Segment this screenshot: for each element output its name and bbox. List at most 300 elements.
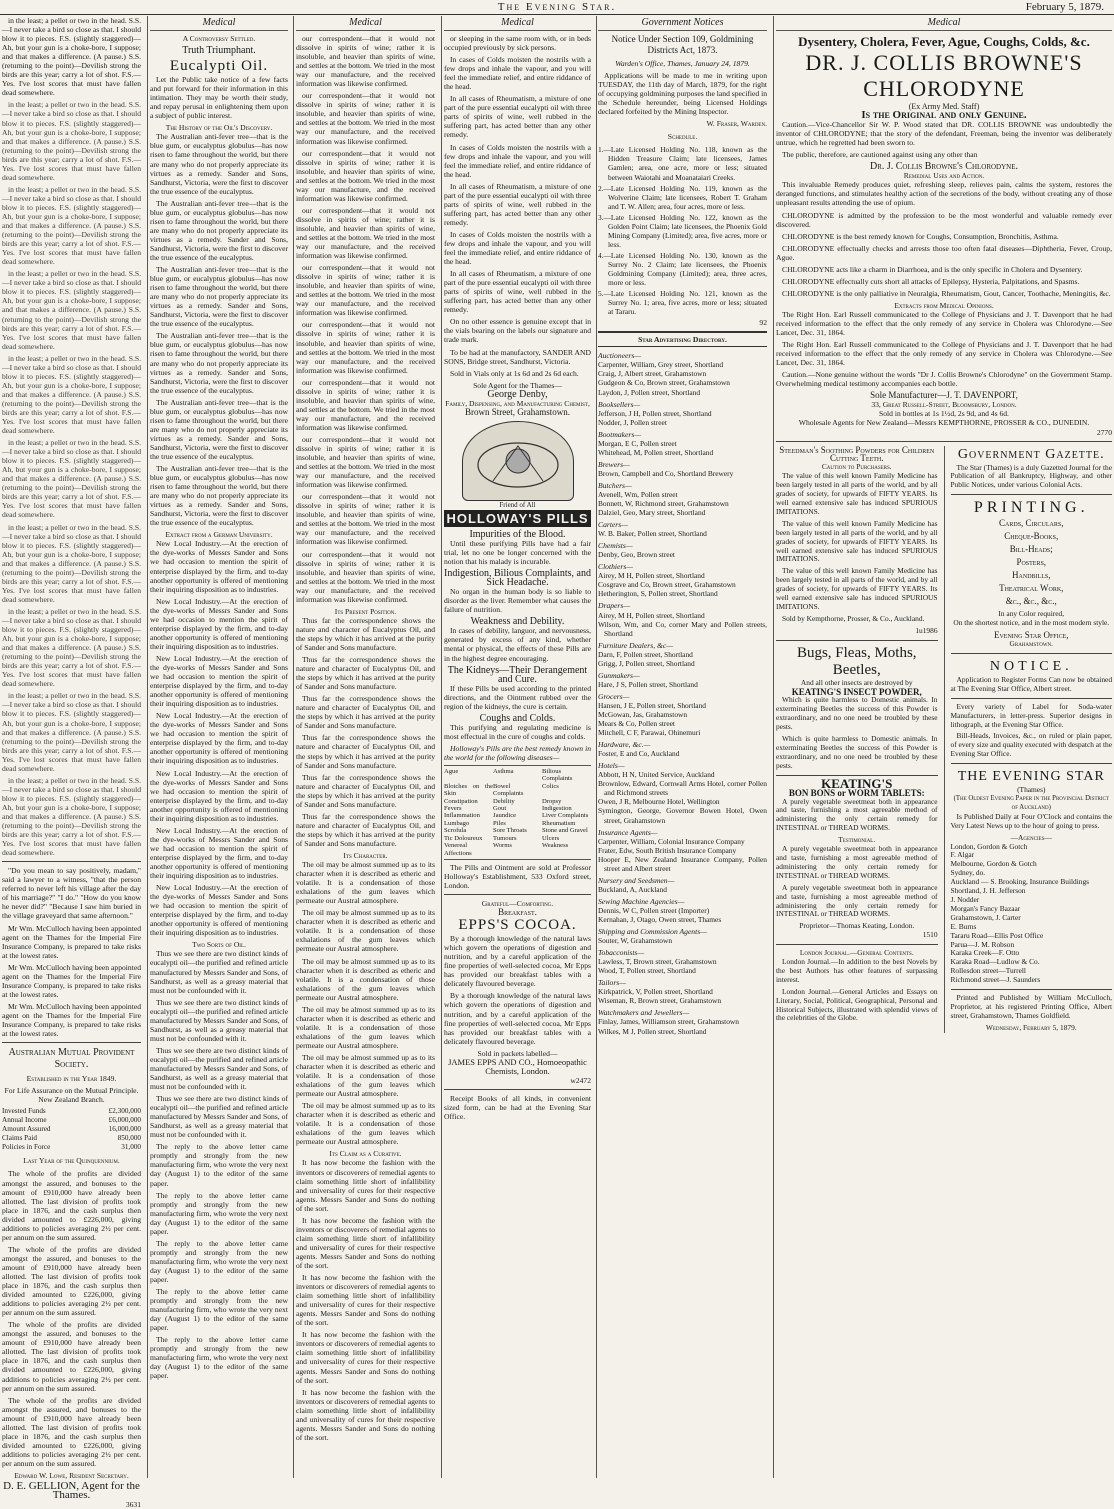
agency-item: Shortland, J. H. Jefferson: [950, 886, 1026, 896]
advertising-directory: [598, 351, 767, 1035]
directory-entry: Grigg, J, Pollen street, Shortland: [598, 658, 695, 668]
history-body: The Australian anti-fever tree—that is the blue gum, or eucalyptus globulus—has now risen to fame throughout the world, but there are many who do not properly appreciate its virtues as a remedy. Sander and Sons, Sandhurst, Victoria, were the first to discover the true essence of the eucalyptus.: [150, 132, 288, 196]
disease-item: Piles: [493, 819, 506, 827]
character-body: The oil may be almost summed up as to its character when it is described as etheric and volatile. It is a condensation of those exhalations of the gum leaves which permeate our Austral atmosphere.: [296, 1101, 435, 1147]
directory-entry: Darn, F, Pollen street, Shortland: [598, 649, 693, 659]
amp-agent: D. E. GELLION, Agent for the Thames.: [3, 1480, 140, 1502]
directory-category: Clothiers—: [598, 562, 634, 572]
keating-title: KEATING'S: [821, 775, 893, 791]
holloway-banner: HOLLOWAY'S PILLS: [444, 510, 591, 527]
masthead: [0, 0, 1114, 15]
disease-item: Indigestion: [542, 805, 572, 813]
directory-entry: Wood, T, Pollen street, Shortland: [598, 966, 696, 976]
holloway-heading: Indigestion, Bilious Complaints, and Sick Headache.: [444, 568, 591, 589]
usage-body: In all cases of Rheumatism, a mixture of one part of the pure essential eucalypti oil with three parts of spirits of wine, well rubbed in the suffering part, has acted better than any other remedy.: [444, 269, 591, 315]
chlorodyne-caution: Caution.—Vice-Chancellor Sir W. P. Wood stated that DR. COLLIS BROWNE was undoubtedly the inventor of CHLORODYNE; that the story of the defendant, Freeman, being the inventor was deliberately untrue, which he regretted had been sworn to.: [776, 120, 1112, 148]
two-sorts-body: Thus we see there are two distinct kinds of eucalypti oil—the purified and refined article manufactured by Messrs Sander and Sons, of Sandhurst, as well as a greasy material that must not be confounded with it.: [150, 1045, 288, 1092]
dialogue-paragraph: in the least; a pellet or two in the head. S.S.—I never take a bird so close as that. I should blow it to pieces. F.S. (slightly staggered)—Ah, but your gun is a choke-bore, I suppose; and that makes a difference. (A pause.) S.S. (returning to the point)—Devilish strong the birds are this year; carry a lot of shot. F.S.—Yes. I've lost scores that must have fallen dead somewhere.: [2, 606, 141, 689]
directory-entry: Abbott, H N, United Service, Auckland: [598, 770, 715, 780]
character-body: The oil may be almost summed up as to its character when it is described as etheric and volatile. It is a condensation of those exhalations of the gum leaves which permeate our Austral atmosphere.: [296, 1052, 435, 1099]
column-rule: [441, 16, 442, 1478]
directory-entry: Finlay, James, Williamson street, Grahamstown: [598, 1017, 739, 1027]
german-body: New Local Industry.—At the erection of the dye-works of Messrs Sander and Sons we had occasion to mention the spirit of enterprise displayed by the firm, and to-day another opportunity is offered of mentioning their inquiring disposition as to industries.: [150, 596, 288, 651]
directory-entry: Brown, Campbell and Co, Shortland Brewery: [598, 468, 734, 478]
directory-entry: Hare, J S, Pollen street, Shortland: [598, 679, 698, 689]
epps-body: By a thorough knowledge of the natural laws which govern the operations of digestion and nutrition, and by a careful application of the fine properties of well-selected cocoa, Mr Epps has provided our breakfast tables with a delicately flavoured beverage.: [444, 934, 591, 989]
column-rule: [293, 16, 294, 1478]
uses-item: CHLORODYNE is admitted by the profession to be the most wonderful and valuable remedy ever discovered.: [776, 210, 1112, 229]
column-1: [2, 16, 144, 1509]
uses-item: CHLORODYNE acts like a charm in Diarrhoea, and is the only specific in Cholera and Dysentery.: [782, 264, 1083, 274]
keating-sub: BON BONS or WORM TABLETS:: [788, 787, 925, 798]
directory-entry: Carpenter, William, Grey street, Shortland: [598, 360, 724, 370]
insurance-notice: Mr Wm. McCulloch having been appointed agent on the Thames for the Imperial Fire Insurance Company, is prepared to take risks at the lowest rates.: [2, 1001, 141, 1039]
uses-heading: Remedial Uses and Action.: [903, 171, 985, 181]
agency-item: F. Algar: [950, 850, 975, 860]
position-body: Thus far the correspondence shows the nature and character of Eucalyptus Oil, and the steps by which it has arrived at the purity of Sander and Sons manufacture.: [296, 655, 435, 692]
eucalypti-body: our correspondent—that it would not dissolve in spirits of wine; rather it is insoluble, and heavier than spirits of wine, and settles at the bottom. We tried in the most way our manufacture, and the received information was likewise confirmed.: [296, 377, 435, 432]
directory-category: Auctioneers—: [598, 351, 642, 361]
agency-item: Rollesdon street—Turrell: [950, 966, 1026, 976]
keating-testimonial: Testimonial.: [838, 835, 876, 845]
sold-at: To be had at the manufactory, SANDER AND SONS, Bridge street, Sandhurst, Victoria.: [444, 347, 591, 366]
eucalypti-body: our correspondent—that it would not dissolve in spirits of wine; rather it is insoluble, and heavier than spirits of wine, and settles at the bottom. We tried in the most way our manufacture, and the received information was likewise confirmed.: [296, 263, 435, 318]
holloway-footer: The Pills and Ointment are sold at Professor Holloway's Establishment, 533 Oxford street, London.: [444, 862, 591, 891]
german-body: New Local Industry.—At the erection of the dye-works of Messrs Sander and Sons we had occasion to mention the spirit of enterprise displayed by the firm, and to-day another opportunity is offered of mentioning their inquiring disposition as to industries.: [150, 825, 288, 881]
wholesale-agents: Wholesale Agents for New Zealand—Messrs KEMPTHORNE, PROSSER & CO., DUNEDIN.: [798, 418, 1090, 428]
directory-entry: Whitehead, M, Pollen street, Shortland: [598, 447, 714, 457]
disease-item: Debility: [493, 797, 515, 805]
directory-category: Grocers—: [598, 691, 630, 701]
claim-body: It has now become the fashion with the inventors or discoverers of remedial agents to claim something little short of infallibility and universality of cures for their respective agents. Messrs Sander and Sons do nothing of the sort.: [296, 1273, 435, 1328]
uses-item: CHLORODYNE is the only palliative in Neuralgia, Rheumatism, Gout, Cancer, Toothache, Meningitis, &c.: [782, 288, 1111, 298]
holloway-body: This purifying and regulating medicine is most effectual in the cure of coughs and colds.: [444, 722, 591, 741]
billheads-notice: Bill-Heads, Invoices, &c., on ruled or plain paper, of every size and quality executed with despatch at the Evening Star Office.: [950, 731, 1113, 759]
disease-item: Tumours: [493, 834, 517, 842]
section-header-government: Government Notices: [598, 16, 767, 31]
agency-item: London, Gordon & Gotch: [950, 841, 1028, 851]
directory-entry: Wilkes, M J, Pollen street, Shortland: [598, 1026, 707, 1036]
printing-heading: PRINTING.: [973, 499, 1089, 517]
insurance-notice: Mr Wm. McCulloch having been appointed agent on the Thames for the Imperial Fire Insurance Company, is prepared to take risks at the lowest rates.: [2, 923, 141, 960]
column-3: [296, 16, 438, 1478]
position-body: Thus far the correspondence shows the nature and character of Eucalyptus Oil, and the steps by which it has arrived at the purity of Sander and Sons manufacture.: [296, 772, 435, 809]
holloway-heading: The Kidneys—Their Derangement and Cure.: [447, 664, 588, 685]
disease-item: Lumbago: [444, 819, 470, 827]
directory-entry: Morgan, E C, Pollen street: [598, 438, 677, 448]
disease-table-heading: Holloway's Pills are the best remedy known in the world for the following diseases—: [444, 743, 591, 762]
directory-category: Hardware, &c.—: [598, 740, 651, 750]
agent-address: Brown Street, Grahamstown.: [465, 406, 570, 417]
two-sorts-body: Thus we see there are two distinct kinds of eucalypti oil—the purified and refined article manufactured by Messrs Sander and Sons, of Sandhurst, as well as a greasy material that must not be confounded with it.: [150, 949, 288, 995]
directory-entry: Buckland, A, Auckland: [598, 884, 667, 894]
directory-entry: Jefferson, J H, Pollen street, Shortland: [598, 408, 712, 418]
dialogue-paragraph: in the least; a pellet or two in the head. S.S.—I never take a bird so close as that. I should blow it to pieces. F.S. (slightly staggered)—Ah, but your gun is a choke-bore, I suppose; and that makes a difference. (A pause.) S.S. (returning to the point)—Devilish strong the birds are this year; carry a lot of shot. F.S.—Yes. I've lost scores that must have fallen dead somewhere.: [2, 691, 141, 773]
amp-row-label: Amount Assured: [2, 1125, 51, 1134]
amp-row-label: Claims Paid: [2, 1134, 37, 1143]
disease-item: Stone and Gravel: [542, 827, 588, 835]
agent-trade: Family, Dispensing, and Manufacturing Chemist,: [445, 398, 590, 408]
german-body: New Local Industry.—At the erection of the dye-works of Messrs Sander and Sons we had occasion to mention the spirit of enterprise displayed by the firm, and to-day another opportunity is offered of mentioning their inquiring disposition as to industries.: [150, 653, 288, 709]
steedman-body: The value of this well known Family Medicine has been largely tested in all parts of the world, and by all grades of society, for upwards of FIFTY YEARS. Its well earned extensive sale has induced SPURIOUS IMITATIONS.: [776, 471, 938, 516]
bugs-body: Which is quite harmless to Domestic animals. In exterminating Beetles the success of this Powder is extraordinary, and no one need be troubled by these pests.: [776, 695, 938, 732]
directory-entry: Foster, E and Co, Auckland: [598, 749, 680, 759]
two-sorts-body: Thus we see there are two distinct kinds of eucalypti oil—the purified and refined article manufactured by Messrs Sander and Sons, of Sandhurst, as well as a greasy material that must not be confounded with it.: [150, 997, 288, 1043]
chlorodyne-code: 2770: [1096, 427, 1112, 437]
chlorodyne-title: DR. J. COLLIS BROWNE'S CHLORODYNE: [805, 50, 1083, 101]
directory-entry: Symington, George, Governor Bowen Hotel, Owen street, Grahamstown: [598, 806, 767, 825]
column-4: [444, 16, 594, 1478]
directory-entry: McGowan, Jas, Grahamstown: [598, 710, 688, 719]
printing-office: Evening Star Office,: [993, 630, 1069, 641]
directory-heading: Star Advertising Directory.: [598, 331, 767, 347]
grateful-heading: Grateful—Comforting.: [481, 899, 554, 909]
directory-entry: Lawless, T, Brown street, Grahamstown: [598, 957, 717, 967]
agency-item: Melbourne, Gordon & Gotch: [950, 859, 1037, 869]
printing-item: Cheque-Books,: [1004, 531, 1059, 542]
holloway-body: If these Pills be used according to the printed directions, and the Ointment rubbed over the region of the kidneys, the cure is certain.: [444, 683, 591, 711]
lower-two-columns: [776, 446, 1112, 1033]
eucalypti-title-2: Eucalypti Oil.: [169, 58, 269, 75]
directory-entry: Denby, Geo, Brown street: [598, 550, 675, 560]
schedule-item: 4.—Late Licensed Holding No. 130, known as the Surrey No. 2 Claim; late licensees, the Phoenix Goldmining Company (Limited); area, three acres, more or less.: [598, 250, 767, 288]
agent-name: George Denby,: [487, 388, 548, 400]
schedule-item: 1.—Late Licensed Holding No. 118, known as the Hidden Treasure Claim; late licensees, James Gamlen; area, one acre, more or less; situated between Waiotahi and Moanataiari Creeks.: [598, 145, 767, 182]
directory-entry: Gudgeon & Co, Brown street, Grahamstown: [598, 378, 730, 388]
holloway-heading: Impurities of the Blood.: [469, 528, 566, 540]
star-title: THE EVENING STAR: [957, 769, 1105, 785]
keating-code: 1510: [922, 930, 938, 940]
emblem-motto: Friend of All: [499, 500, 536, 509]
directory-category: Shipping and Commission Agents—: [598, 927, 707, 937]
uses-item: CHLORODYNE effectually cuts short all attacks of Epilepsy, Hysteria, Palpitations, and Spasms.: [782, 276, 1080, 286]
gov-gazette-heading: Government Gazette.: [957, 446, 1105, 462]
disease-item: Colics: [542, 782, 559, 790]
keating-proprietor: Proprietor—Thomas Keating, London.: [799, 921, 915, 931]
epps-code: w2472: [570, 1075, 591, 1085]
usage-body: In cases of Colds moisten the nostrils with a few drops and inhale the vapour, and you will feel the immediate relief, and entire riddance of the head.: [444, 229, 591, 267]
uses-item: CHLORODYNE is the best remedy known for Coughs, Consumption, Bronchitis, Asthma.: [782, 231, 1059, 241]
eucalypti-body: our correspondent—that it would not dissolve in spirits of wine; rather it is insoluble, and heavier than spirits of wine, and settles at the bottom. We tried in the most way our manufacture, and the received information was likewise confirmed.: [296, 320, 435, 375]
eucalypti-body: our correspondent—that it would not dissolve in spirits of wine; rather it is insoluble, and heavier than spirits of wine, and settles at the bottom. We tried in the most way our manufacture, and the received information was likewise confirmed.: [296, 549, 435, 604]
history-body: The Australian anti-fever tree—that is the blue gum, or eucalyptus globulus—has now risen to fame throughout the world, but there are many who do not properly appreciate its virtues as a remedy. Sander and Sons, Sandhurst, Victoria, were the first to discover the true essence of the eucalyptus.: [150, 198, 288, 262]
price: Sold in Vials only at 1s 6d and 2s 6d each.: [450, 368, 579, 378]
german-body: New Local Industry.—At the erection of the dye-works of Messrs Sander and Sons we had occasion to mention the spirit of enterprise displayed by the firm, and to-day another opportunity is offered of mentioning their inquiring disposition as to industries.: [150, 768, 288, 823]
printing-notice: On the shortest notice, and in the most modern style.: [953, 618, 1110, 628]
directory-entry: Avenell, Wm, Pollen street: [598, 489, 678, 499]
keating-body: A purely vegetable sweetmeat both in appearance and taste, furnishing a most agreeable method of administering the only certain remedy for INTESTINAL or THREAD WORMS.: [776, 796, 938, 833]
dialogue-paragraph: in the least; a pellet or two in the head. S.S.—I never take a bird so close as that. I should blow it to pieces. F.S. (slightly staggered)—Ah, but your gun is a choke-bore, I suppose; and that makes a difference. (A pause.) S.S. (returning to the point)—Devilish strong the birds are this year; carry a lot of shot. F.S.—Yes. I've lost scores that must have fallen dead somewhere.: [2, 269, 141, 351]
star-oldest: (The Oldest Evening Paper in the Provincial District of Auckland): [953, 795, 1109, 811]
holloway-body: Until these purifying Pills have had a fair trial, let no one be longer concerned with the notion that his malady is incurable.: [444, 538, 591, 567]
printed-date: Wednesday, February 5, 1879.: [985, 1022, 1077, 1032]
agency-item: Richmond street—J. Saunders: [950, 975, 1041, 985]
german-body: New Local Industry.—At the erection of the dye-works of Messrs Sander and Sons we had occasion to mention the spirit of enterprise displayed by the firm, and to-day another opportunity is offered of mentioning their inquiring disposition as to industries.: [150, 539, 288, 594]
column-rule: [773, 16, 774, 1478]
sole-manufacturer: Sole Manufacturer—J. T. DAVENPORT,: [870, 390, 1018, 401]
agency-item: Karaka Road—Ludlow & Co.: [950, 957, 1040, 967]
directory-entry: Dalziel, Geo, Mary street, Shortland: [598, 508, 706, 518]
amp-established: Established in the Year 1849.: [26, 1074, 117, 1084]
extracts-heading: Extracts from Medical Opinions.: [894, 300, 994, 310]
directory-entry: Hetherington, S, Pollen street, Shortland: [598, 589, 718, 599]
uses-item: CHLORODYNE effectually checks and arrests those too often fatal diseases—Diphtheria, Fever, Croup, Ague.: [776, 243, 1112, 262]
column-5: [598, 16, 770, 1478]
claim-heading: Its Claim as a Curative.: [329, 1149, 402, 1159]
directory-entry: Dennis, W C, Pollen street (Importer): [598, 905, 710, 915]
lawyer-anecdote: "Do you mean to say positively, madam," said a lawyer to a witness, "that the person referred to never left his village after the day of his marriage?" "I do." "How do you know he never did?" "Because I saw him buried in the village graveyard that same afternoon.": [2, 866, 141, 921]
directory-entry: Mears & Co, Pollen street: [598, 719, 675, 729]
star-sub: (Thames): [1017, 785, 1046, 795]
amp-branch: For Life Assurance on the Mutual Principle. New Zealand Branch.: [4, 1086, 139, 1105]
directory-category: Drapers—: [598, 601, 631, 611]
amp-table: [2, 1107, 141, 1152]
directory-entry: Frater, Edw, South British Insurance Company: [598, 845, 737, 855]
printing-item: Bill-Heads;: [1009, 544, 1053, 555]
character-body: The oil may be almost summed up as to its character when it is described as etheric and volatile. It is a condensation of those exhalations of the gum leaves which permeate our Austral atmosphere.: [296, 1004, 435, 1050]
dialogue-paragraph: in the least; a pellet or two in the head. S.S.—I never take a bird so close as that. I should blow it to pieces. F.S. (slightly staggered)—Ah, but your gun is a choke-bore, I suppose; and that makes a difference. (A pause.) S.S. (returning to the point)—Devilish strong the birds are this year; carry a lot of shot. F.S.—Yes. I've lost scores that must have fallen dead somewhere.: [2, 353, 141, 436]
agency-item: E. Burns: [950, 921, 977, 931]
directory-category: Hotels—: [598, 761, 625, 771]
directory-entry: Laydon, J, Pollen street, Shortland: [598, 387, 701, 397]
amp-row-value: 850,000: [117, 1134, 141, 1143]
amp-title: Australian Mutual Provident Society.: [8, 1047, 135, 1071]
amp-row-label: Invested Funds: [2, 1107, 46, 1116]
epps-body: By a thorough knowledge of the natural laws which govern the operations of digestion and nutrition, and by a careful application of the fine properties of well-selected cocoa, Mr Epps has provided our breakfast tables with a delicately flavoured beverage.: [444, 991, 591, 1046]
dialogue-paragraph: in the least; a pellet or two in the head. S.S.—I never take a bird so close as that. I should blow it to pieces. F.S. (slightly staggered)—Ah, but your gun is a choke-bore, I suppose; and that makes a difference. (A pause.) S.S. (returning to the point)—Devilish strong the birds are this year; carry a lot of shot. F.S.—Yes. I've lost scores that must have fallen dead somewhere.: [2, 438, 141, 520]
holloway-heading: Weakness and Debility.: [470, 616, 565, 628]
epps-sold: Sold in packets labelled—: [477, 1048, 558, 1058]
amp-row-value: £2,300,000: [108, 1107, 141, 1116]
character-body: The oil may be almost summed up as to its character when it is described as etheric and volatile. It is a condensation of those exhalations of the gum leaves which permeate our Austral atmosphere.: [296, 956, 435, 1002]
printing-town: Grahamstown.: [1009, 638, 1053, 648]
directory-entry: Brownlow, Edward, Cornwall Arms Hotel, corner Pollen and Richmond streets: [598, 779, 767, 798]
dialogue-paragraph: in the least; a pellet or two in the head. S.S.—I never take a bird so close as that. I should blow it to pieces. F.S. (slightly staggered)—Ah, but your gun is a choke-bore, I suppose; and that makes a difference. (A pause.) S.S. (returning to the point)—Devilish strong the birds are this year; carry a lot of shot. F.S.—Yes. I've lost scores that must have fallen dead somewhere.: [2, 16, 141, 98]
disease-item: Bowel Complaints: [493, 782, 524, 798]
eucalypti-kicker: A Controversy Settled.: [182, 34, 256, 43]
disease-item: Blotches on the Skin: [444, 782, 493, 798]
claim-body: It has now become the fashion with the inventors or discoverers of remedial agents to claim something little short of infallibility and universality of cures for their respective agents. Messrs Sander and Sons do nothing of the sort.: [296, 1387, 435, 1442]
amp-row-value: 16,000,000: [108, 1125, 141, 1134]
directory-entry: Wilson, Wm, and Co, corner Mary and Pollen streets, Shortland: [598, 619, 767, 638]
disease-item: Inflammation: [444, 812, 480, 820]
directory-category: Insurance Agents—: [598, 827, 658, 837]
dialogue-paragraph: in the least; a pellet or two in the head. S.S.—I never take a bird so close as that. I should blow it to pieces. F.S. (slightly staggered)—Ah, but your gun is a choke-bore, I suppose; and that makes a difference. (A pause.) S.S. (returning to the point)—Devilish strong the birds are this year; carry a lot of shot. F.S.—Yes. I've lost scores that must have fallen dead somewhere.: [2, 522, 141, 604]
schedule-item: 5.—Late Licensed Holding No. 121, known as the Surrey No. 1; area, five acres, more or less; situated at Tararu.: [598, 289, 767, 317]
directory-entry: Airey, M H, Pollen street, Shortland: [598, 610, 705, 620]
printing-color: In any Color required,: [998, 609, 1065, 619]
agent-intro: Sole Agent for the Thames—: [473, 380, 562, 390]
disease-item: Rheumatism: [542, 819, 576, 827]
agency-item: Auckland — S. Brooking, Insurance Buildings: [950, 877, 1090, 887]
epps-title: EPPS'S COCOA.: [458, 917, 577, 934]
column-rule: [147, 16, 148, 1478]
steedman-code: 1u1986: [915, 625, 938, 635]
directory-category: Sewing Machine Agencies—: [598, 896, 685, 906]
keating-body: A purely vegetable sweetmeat both in appearance and taste, furnishing a most agreeable method of administering the only certain remedy for INTESTINAL or THREAD WORMS.: [776, 882, 938, 919]
steedman-sold: Sold by Kempthorne, Prosser, & Co., Auckland.: [782, 613, 925, 623]
chlorodyne-public: The public, therefore, are cautioned against using any other than: [782, 150, 978, 160]
amp-body: The whole of the profits are divided amongst the assured, and bonuses to the amount of £910,000 have already been allotted. The last division of profits took place in 1876, and the cash surplus then divided amounted to £226,000, giving additions to policies averaging 2½ per cent. per annum on the sum assured.: [2, 1169, 141, 1242]
character-body: The oil may be almost summed up as to its character when it is described as etheric and volatile. It is a condensation of those exhalations of the gum leaves which permeate our Austral atmosphere.: [296, 860, 435, 906]
disease-item: Bilious Complaints: [542, 768, 573, 783]
newspaper-title: The Evening Star.: [497, 1, 617, 13]
disease-item: Ulcers: [542, 834, 560, 842]
amp-code: 3631: [125, 1500, 141, 1509]
london-heading: London Journal.—General Contents.: [799, 948, 914, 958]
disease-item: Constipation: [444, 797, 478, 805]
chlorodyne-name: Dr. J. Collis Browne's Chlorodyne.: [869, 161, 1019, 173]
amp-row-label: Annual Income: [2, 1116, 47, 1125]
lower-left: [776, 446, 938, 1033]
steedman-body: The value of this well known Family Medicine has been largely tested in all parts of the world, and by all grades of society, for upwards of FIFTY YEARS. Its well earned extensive sale has induced SPURIOUS IMITATIONS.: [776, 518, 938, 564]
chlorodyne-kicker: Dysentery, Cholera, Fever, Ague, Coughs, Colds, &c.: [798, 34, 1090, 49]
holloway-body: No organ in the human body is so liable to disorder as the liver. Remember what causes the failure of nutrition.: [444, 587, 591, 615]
receipt-books: Receipt Books of all kinds, in convenient sized form, can be had at the Evening Star Office.: [444, 1093, 591, 1121]
usage-body: In cases of Colds moisten the nostrils with a few drops and inhale the vapour, and you will feel the immediate relief, and entire riddance of the head.: [444, 55, 591, 92]
directory-category: Butchers—: [598, 480, 632, 490]
section-header-medical: Medical: [296, 16, 435, 31]
claim-body: It has now become the fashion with the inventors or discoverers of remedial agents to claim something little short of infallibility and universality of cures for their respective agents. Messrs Sander and Sons do nothing of the sort.: [296, 1215, 435, 1270]
agency-item: Grahamstown, J. Carter: [950, 912, 1021, 922]
directory-category: Brewers—: [598, 459, 630, 469]
directory-category: Watchmakers and Jewellers—: [598, 1008, 690, 1018]
amp-body: The whole of the profits are divided amongst the assured, and bonuses to the amount of £910,000 have already been allotted. The last division of profits took place in 1876, and the cash surplus then divided amounted to £226,000, giving additions to policies averaging 2½ per cent. per annum on the sum assured.: [2, 1320, 141, 1393]
schedule-heading: Schedule.: [667, 132, 698, 142]
directory-category: Tailors—: [598, 978, 627, 988]
eucalypti-body: our correspondent—that it would not dissolve in spirits of wine; rather it is insoluble, and heavier than spirits of wine, and settles at the bottom. We tried in the most way our manufacture, and the received information was likewise confirmed.: [296, 91, 435, 146]
amp-body: The whole of the profits are divided amongst the assured, and bonuses to the amount of £910,000 have already been allotted. The last division of profits took place in 1876, and the cash surplus then divided amounted to £226,000, giving additions to policies averaging 2½ per cent. per annum on the sum assured.: [2, 1395, 141, 1468]
eucalypti-body: our correspondent—that it would not dissolve in spirits of wine; rather it is insoluble, and heavier than spirits of wine, and settles at the bottom. We tried in the most way our manufacture, and the received information was likewise confirmed.: [296, 34, 435, 89]
agency-item: Parua—J. M. Robson: [950, 939, 1015, 949]
disease-item: Jaundice: [493, 812, 517, 820]
bugs-sub: And all other insects are destroyed by: [800, 677, 913, 687]
steedman-title: Steedman's Soothing Powders for Children Cutting Teeth.: [779, 444, 935, 464]
dialogue-paragraph: in the least; a pellet or two in the head. S.S.—I never take a bird so close as that. I should blow it to pieces. F.S. (slightly staggered)—Ah, but your gun is a choke-bore, I suppose; and that makes a difference. (A pause.) S.S. (returning to the point)—Devilish strong the birds are this year; carry a lot of shot. F.S.—Yes. I've lost scores that must have fallen dead somewhere.: [2, 775, 141, 858]
notice-signed: W. Fraser, Warden.: [706, 119, 767, 129]
sole-address: 33, Great Russell-Street, Bloomsbury, London.: [871, 400, 1017, 410]
star-published: Is Published Daily at Four O'Clock and contains the Very Latest News up to the hour of going to press.: [950, 811, 1113, 830]
directory-entry: Carpenter, William, Colonial Insurance Company: [598, 836, 745, 846]
chlorodyne-army: (Ex Army Med. Staff): [908, 102, 980, 111]
character-body: The oil may be almost summed up as to its character when it is described as etheric and volatile. It is a condensation of those exhalations of the gum leaves which permeate our Austral atmosphere.: [296, 908, 435, 954]
agency-item: Tararu Road—Ellis Post Office: [950, 930, 1044, 940]
position-body: Thus far the correspondence shows the nature and character of Eucalyptus Oil, and the steps by which it has arrived at the purity of Sander and Sons manufacture.: [296, 811, 435, 848]
column-2: [150, 16, 291, 1478]
column-rule: [596, 16, 597, 1478]
letter-body: The reply to the above letter came promptly and strongly from the new manufacturing firm, who wrote the very next day (August 1) to the editor of the same paper.: [150, 1335, 288, 1381]
keating-body: A purely vegetable sweetmeat both in appearance and taste, furnishing a most agreeable method of administering the only certain remedy for INTESTINAL or THREAD WORMS.: [776, 844, 938, 880]
directory-entry: Hansen, J E, Pollen street, Shortland: [598, 700, 706, 710]
history-body: The Australian anti-fever tree—that is the blue gum, or eucalyptus globulus—has now risen to fame throughout the world, but there are many who do not properly appreciate its virtues as a remedy. Sander and Sons, Sandhurst, Victoria, were the first to discover the true essence of the eucalyptus.: [150, 331, 288, 395]
directory-entry: W. B. Baker, Pollen street, Shortland: [598, 529, 707, 539]
schedule-item: 3.—Late Licensed Holding No. 122, known as the Golden Point Claim; late licensees, the Phoenix Gold Mining Company (Limited); area, five acres, more or less.: [598, 212, 767, 249]
directory-entry: Craig, J, Albert street, Grahamstown: [598, 369, 707, 379]
claim-body: It has now become the fashion with the inventors or discoverers of remedial agents to claim something little short of infallibility and universality of cures for their respective agents. Messrs Sander and Sons do nothing of the sort.: [296, 1330, 435, 1385]
holloway-heading: Coughs and Colds.: [479, 712, 556, 724]
disease-item: Worms: [493, 842, 512, 850]
disease-item: Asthma: [493, 768, 514, 776]
printing-item: Handbills,: [1012, 570, 1051, 581]
letter-body: The reply to the above letter came promptly and strongly from the new manufacturing firm, who wrote the very next day (August 1) to the editor of the same paper.: [150, 1287, 288, 1333]
disease-item: Fevers: [444, 805, 462, 813]
position-body: Thus far the correspondence shows the nature and character of Eucalyptus Oil, and the steps by which it has arrived at the purity of Sander and Sons manufacture.: [296, 733, 435, 770]
directory-category: Booksellers—: [598, 399, 641, 409]
agencies-heading: —Agencies—: [1010, 832, 1052, 842]
claim-body: It has now become the fashion with the inventors or discoverers of remedial agents to claim something little short of infallibility and universality of cures for their respective agents. Messrs Sander and Sons do nothing of the sort.: [296, 1158, 435, 1213]
warden-office: Warden's Office, Thames, January 24, 1879.: [615, 59, 750, 68]
bugs-title: Bugs, Fleas, Moths, Beetles,: [796, 644, 917, 678]
position-body: Thus far the correspondence shows the nature and character of Eucalyptus Oil, and the steps by which it has arrived at the purity of Sander and Sons manufacture.: [296, 615, 435, 652]
holloway-body: In cases of debility, languor, and nervousness, generated by excess of any kind, whether mental or physical, the effects of these Pills are in the highest degree encouraging.: [444, 626, 591, 663]
letter-body: The reply to the above letter came promptly and strongly from the new manufacturing firm, who wrote the very next day (August 1) to the editor of the same paper.: [150, 1238, 288, 1284]
letter-body: The reply to the above letter came promptly and strongly from the new manufacturing firm, who wrote the very next day (August 1) to the editor of the same paper.: [150, 1142, 288, 1188]
agency-item: J. Nodder: [950, 895, 980, 905]
letter-body: The reply to the above letter came promptly and strongly from the new manufacturing firm, who wrote the very next day (August 1) to the editor of the same paper.: [150, 1190, 288, 1236]
notice-heading: Notice Under Section 109, Goldmining Districts Act, 1873.: [611, 34, 754, 55]
disease-item: Scrofula: [444, 827, 467, 835]
amp-quinquennium: Last Year of the Quinquennium.: [23, 1156, 120, 1166]
disease-item: Dropsy: [542, 797, 562, 805]
warning: On no other essence is genuine except that in the vials bearing on the labels our signature and trade mark.: [444, 317, 591, 345]
history-body: The Australian anti-fever tree—that is the blue gum, or eucalyptus globulus—has now risen to fame throughout the world, but there are many who do not properly appreciate its virtues as a remedy. Sander and Sons, Sandhurst, Victoria, were the first to discover the true essence of the eucalyptus.: [150, 397, 288, 461]
eucalypti-body: our correspondent—that it would not dissolve in spirits of wine; rather it is insoluble, and heavier than spirits of wine, and settles at the bottom. We tried in the most way our manufacture, and the received information was likewise confirmed.: [296, 148, 435, 203]
holloway-emblem: [462, 421, 574, 501]
amp-signature: Edward W. Lowe, Resident Secretary.: [14, 1470, 129, 1480]
agency-item: Morgan's Fancy Bazaar: [950, 903, 1021, 913]
directory-entry: Nodder, J, Pollen street: [598, 417, 667, 427]
position-heading: Its Present Position.: [334, 606, 397, 616]
eucalypti-body: our correspondent—that it would not dissolve in spirits of wine; rather it is insoluble, and heavier than spirits of wine, and settles at the bottom. We tried in the most way our manufacture, and the received information was likewise confirmed.: [296, 205, 435, 261]
directory-entry: Mitchell, C F, Parawai, Ohinemuri: [598, 728, 701, 738]
amp-row-value: 31,000: [121, 1143, 141, 1152]
sole-price: Sold in bottles at 1s 1½d, 2s 9d, and 4s 6d.: [879, 409, 1009, 419]
breakfast-heading: Breakfast.: [498, 907, 537, 918]
directory-category: Bootmakers—: [598, 429, 642, 439]
disease-table: [444, 765, 591, 860]
directory-category: Furniture Dealers, &c—: [598, 640, 674, 650]
usage-body: or sleeping in the same room with, or in beds occupied previously by sick persons.: [444, 34, 591, 53]
printing-item: &c., &c., &c.,: [1005, 596, 1057, 607]
schedule-item: 2.—Late Licensed Holding No. 119, known as the Wolverine Claim; late licensees, Robert T. Graham and T. W. Allen; area, four acres, more or less.: [598, 183, 767, 211]
eucalypti-body: our correspondent—that it would not dissolve in spirits of wine; rather it is insoluble, and heavier than spirits of wine, and settles at the bottom. We tried in the most way our manufacture, and the received information was likewise confirmed.: [296, 434, 435, 490]
epps-firm: JAMES EPPS AND CO., Homoeopathic Chemists, London.: [448, 1056, 587, 1076]
section-header-medical: Medical: [776, 16, 1112, 31]
position-body: Thus far the correspondence shows the nature and character of Eucalyptus Oil, and the steps by which it has arrived at the purity of Sander and Sons manufacture.: [296, 694, 435, 731]
directory-entry: Cosgrave and Co, Brown street, Grahamstown: [598, 580, 736, 590]
usage-body: In all cases of Rheumatism, a mixture of one part of the pure essential eucalypti oil with three parts of spirits of wine, well rubbed in the suffering part, has acted better than any other remedy.: [444, 181, 591, 227]
usage-body: In cases of Colds moisten the nostrils with a few drops and inhale the vapour, and you will feel the immediate relief, and entire riddance of the head.: [444, 142, 591, 179]
uses-body: This invaluable Remedy produces quiet, refreshing sleep, relieves pain, calms the system, restores the deranged functions, and stimulates healthy action of the secretions of the body, without creating any of those unpleasant results attending the use of opium.: [776, 180, 1112, 208]
directory-category: Chemists—: [598, 541, 633, 551]
insurance-notice: Mr Wm. McCulloch having been appointed agent on the Thames for the Imperial Fire Insurance Company, is prepared to take risks at the lowest rates.: [2, 962, 141, 999]
dialogue-paragraph: in the least; a pellet or two in the head. S.S.—I never take a bird so close as that. I should blow it to pieces. F.S. (slightly staggered)—Ah, but your gun is a choke-bore, I suppose; and that makes a difference. (A pause.) S.S. (returning to the point)—Devilish strong the birds are this year; carry a lot of shot. F.S.—Yes. I've lost scores that must have fallen dead somewhere.: [2, 100, 141, 182]
german-heading: Extract from a German University.: [165, 530, 273, 540]
disease-item: Sore Throats: [493, 827, 527, 835]
usage-body: In all cases of Rheumatism, a mixture of one part of the pure essential eucalypti oil with three parts of spirits of wine, well rubbed in the suffering part, has acted better than any other remedy.: [444, 94, 591, 140]
notice-heading: NOTICE.: [989, 658, 1073, 674]
directory-category: Carters—: [598, 520, 628, 530]
extracts-body: The Right Hon. Earl Russell communicated to the College of Physicians and J. T. Davenport that he had received information to the effect that the only remedy of any service in Cholera was Chlorodyne.—See Lancet, Dec. 31, 1864.: [776, 309, 1112, 338]
issue-date: February 5, 1879.: [1025, 1, 1104, 13]
label-notice: Every variety of Label for Soda-water Manufacturers, in letter-press. Superior designs in lithograph, at the Evening Star Office.: [950, 701, 1113, 729]
directory-entry: Bonnett, W, Richmond street, Grahamstown: [598, 499, 729, 509]
steedman-caution: Caution to Purchasers.: [821, 462, 892, 472]
two-sorts-body: Thus we see there are two distinct kinds of eucalypti oil—the purified and refined article manufactured by Messrs Sander and Sons, of Sandhurst, as well as a greasy material that must not be confounded with it.: [150, 1094, 288, 1140]
printing-item: Posters,: [1016, 557, 1047, 568]
two-sorts-heading: Two Sorts of Oil.: [192, 940, 246, 950]
notice-body: Application to Register Forms Can now be obtained at The Evening Star Office, Albert street.: [950, 674, 1113, 693]
